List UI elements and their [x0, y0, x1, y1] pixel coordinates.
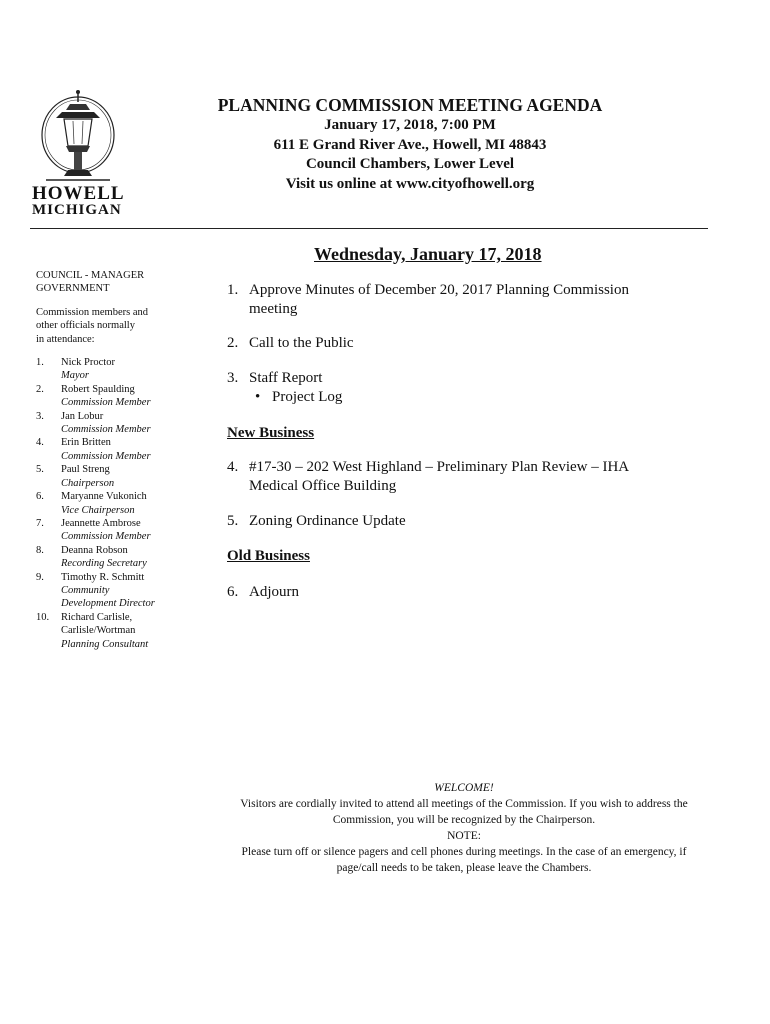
agenda-header	[180, 94, 640, 194]
member-item: 2. Robert Spaulding Commission Member	[36, 383, 186, 410]
agenda-item: 2. Call to the Public	[227, 335, 354, 351]
attend-line-2: other officials normally	[36, 320, 135, 332]
member-item: 4. Erin Britten Commission Member	[36, 436, 186, 463]
member-name: Richard Carlisle,	[61, 611, 133, 623]
footer-notice	[240, 780, 688, 876]
phones-text: Please turn off or silence pagers and cell phones during meetings. In the case of an emergency, if page/call needs to be taken, please leave the Chambers.	[241, 846, 687, 874]
meeting-address: 611 E Grand River Ave., Howell, MI 48843	[273, 136, 547, 153]
member-item: 8. Deanna Robson Recording Secretary	[36, 544, 186, 571]
member-name: Paul Streng	[61, 464, 110, 476]
agenda-item: 4. #17-30 – 202 West Highland – Preliminary Plan Review – IHA Medical Office Building	[227, 459, 629, 494]
member-role: Commission Member	[61, 450, 151, 462]
member-item: 1. Nick Proctor Mayor	[36, 356, 186, 383]
agenda-list	[227, 281, 667, 602]
agenda-item: 3. Staff Report	[227, 370, 323, 386]
agenda-item-text: #17-30 – 202 West Highland – Preliminary Plan Review – IHA Medical Office Building	[249, 459, 629, 494]
member-name: Jan Lobur	[61, 410, 104, 422]
visitors-text: Visitors are cordially invited to attend all meetings of the Commission. If you wish to address the Commission, you will be recognized by the Chairperson.	[240, 798, 688, 826]
member-role: Vice Chairperson	[61, 504, 135, 516]
agenda-item-text: Approve Minutes of December 20, 2017 Planning Commission meeting	[249, 282, 629, 317]
agenda-item-text: Adjourn	[249, 584, 299, 600]
logo-city-text: HOWELL	[32, 183, 125, 204]
bullet-text: Project Log	[272, 389, 343, 405]
gov-line-2: GOVERNMENT	[36, 283, 110, 295]
bullet-icon: •	[255, 389, 261, 405]
gov-line-1: COUNCIL - MANAGER	[36, 270, 145, 281]
member-role: Planning Consultant	[61, 638, 149, 650]
sidebar	[36, 269, 186, 651]
meeting-datetime: January 17, 2018, 7:00 PM	[324, 117, 496, 133]
member-name: Erin Britten	[61, 437, 111, 449]
member-name: Jeannette Ambrose	[61, 517, 141, 529]
welcome-text: WELCOME!	[434, 782, 494, 794]
logo-state-text: MICHIGAN	[32, 202, 122, 218]
agenda-item: 6. Adjourn	[227, 584, 299, 600]
header-divider	[30, 228, 708, 229]
member-name: Timothy R. Schmitt	[61, 571, 145, 583]
member-role: Community	[61, 584, 110, 596]
member-name: Maryanne Vukonich	[61, 491, 147, 503]
member-item: 10. Richard Carlisle, Carlisle/Wortman Planning Consultant	[36, 611, 186, 651]
attend-line-1: Commission members and	[36, 306, 148, 318]
agenda-item-text: Zoning Ordinance Update	[249, 513, 406, 529]
note-label: NOTE:	[447, 830, 481, 842]
member-role: Commission Member	[61, 531, 151, 543]
member-role: Chairperson	[61, 477, 115, 489]
agenda-item-text: Call to the Public	[249, 335, 354, 351]
member-item: 9. Timothy R. Schmitt Community Development Director	[36, 571, 186, 611]
member-name: Carlisle/Wortman	[61, 625, 136, 637]
city-logo	[30, 88, 130, 228]
attend-line-3: in attendance:	[36, 333, 95, 345]
old-business-heading: Old Business	[227, 548, 310, 564]
member-name: Deanna Robson	[61, 544, 128, 556]
member-role: Development Director	[61, 598, 155, 610]
member-item: 5. Paul Streng Chairperson	[36, 463, 186, 490]
member-role: Commission Member	[61, 424, 151, 436]
agenda-item: 1. Approve Minutes of December 20, 2017 Planning Commission meeting	[227, 282, 629, 317]
member-item: 6. Maryanne Vukonich Vice Chairperson	[36, 490, 186, 517]
website-line: Visit us online at www.cityofhowell.org	[285, 175, 535, 192]
agenda-item: 5. Zoning Ordinance Update	[227, 513, 406, 529]
member-list	[36, 356, 186, 651]
member-item: 7. Jeannette Ambrose Commission Member	[36, 517, 186, 544]
member-role: Recording Secretary	[61, 558, 147, 570]
member-name: Nick Proctor	[61, 357, 115, 369]
member-role: Mayor	[61, 370, 89, 382]
lamp-icon	[30, 88, 130, 188]
member-item: 3. Jan Lobur Commission Member	[36, 410, 186, 437]
member-name: Robert Spaulding	[61, 383, 135, 395]
member-role: Commission Member	[61, 397, 151, 409]
page-title: PLANNING COMMISSION MEETING AGENDA	[217, 95, 603, 115]
meeting-room: Council Chambers, Lower Level	[305, 156, 515, 172]
agenda-bullet	[227, 388, 667, 407]
date-heading: Wednesday, January 17, 2018	[314, 244, 542, 264]
agenda-item-text: Staff Report	[249, 370, 323, 386]
new-business-heading: New Business	[227, 425, 315, 441]
